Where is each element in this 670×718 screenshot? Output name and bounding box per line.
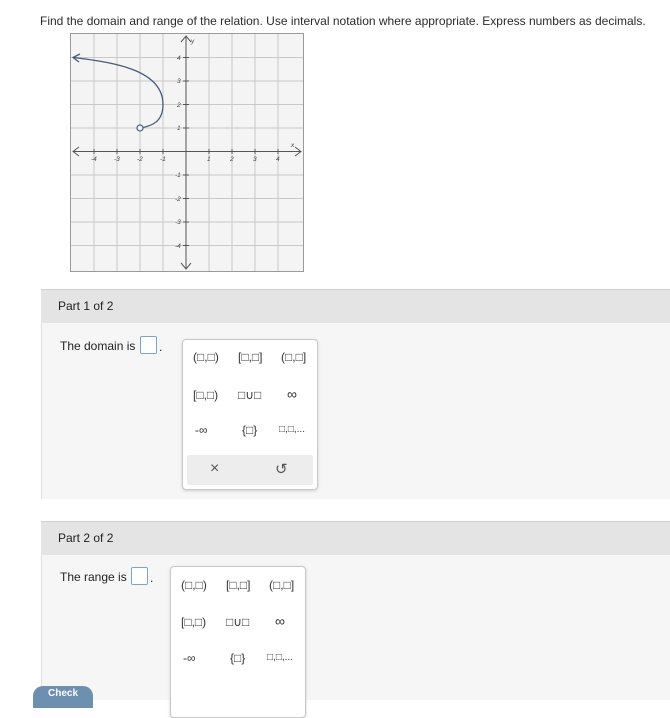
closed-closed-interval-key[interactable]: [□,□] xyxy=(238,350,263,364)
infinity-key[interactable]: ∞ xyxy=(287,386,297,402)
open-closed-interval-key[interactable]: (□,□] xyxy=(269,578,295,592)
relation-curve xyxy=(73,58,163,129)
undo-icon[interactable]: ↺ xyxy=(275,461,288,478)
y-tick-label: 2 xyxy=(177,102,181,109)
part2-title: Part 2 of 2 xyxy=(58,531,114,545)
y-tick-label: -1 xyxy=(175,172,181,179)
part1-header xyxy=(41,289,670,323)
x-axis-label: x xyxy=(291,142,295,149)
part2-header xyxy=(41,521,670,555)
question-text: Find the domain and range of the relation. Use interval notation where appropriate. Express numbers as decimals. xyxy=(40,14,646,28)
part1-title: Part 1 of 2 xyxy=(58,299,114,313)
coordinate-graph xyxy=(70,33,304,272)
part1-panel xyxy=(41,323,670,499)
x-tick-label: 1 xyxy=(207,156,211,163)
y-tick-label: 3 xyxy=(177,78,181,85)
keypad-action-row xyxy=(187,455,313,485)
list-key[interactable]: □,□,... xyxy=(279,424,305,435)
period: . xyxy=(150,571,154,585)
infinity-key[interactable]: ∞ xyxy=(275,613,285,629)
domain-prompt: The domain is xyxy=(60,339,136,353)
open-open-interval-key[interactable]: (□,□) xyxy=(181,578,207,592)
closed-closed-interval-key[interactable]: [□,□] xyxy=(226,578,251,592)
x-tick-label: 2 xyxy=(230,156,234,163)
y-axis-label: y xyxy=(191,38,195,45)
negative-infinity-key[interactable]: -∞ xyxy=(195,423,208,437)
check-button[interactable]: Check xyxy=(33,686,93,708)
y-tick-label: 1 xyxy=(177,125,181,132)
y-tick-label: -3 xyxy=(175,219,181,226)
union-key[interactable]: □∪□ xyxy=(226,615,250,629)
x-tick-label: -2 xyxy=(137,156,143,163)
closed-open-interval-key[interactable]: [□,□) xyxy=(193,388,219,402)
math-keypad-2 xyxy=(170,566,306,718)
clear-icon[interactable]: × xyxy=(210,460,220,477)
x-tick-label: 3 xyxy=(253,156,257,163)
graph-svg xyxy=(71,34,303,271)
y-tick-label: -4 xyxy=(175,243,181,250)
open-endpoint xyxy=(137,125,143,131)
x-tick-label: -1 xyxy=(160,156,166,163)
list-key[interactable]: □,□,... xyxy=(267,652,293,663)
y-tick-label: 4 xyxy=(177,55,181,62)
open-closed-interval-key[interactable]: (□,□] xyxy=(281,350,307,364)
set-braces-key[interactable]: {□} xyxy=(230,651,246,665)
x-tick-label: -3 xyxy=(114,156,120,163)
x-tick-label: -4 xyxy=(91,156,97,163)
grid-lines xyxy=(71,34,303,271)
period: . xyxy=(159,340,163,354)
negative-infinity-key[interactable]: -∞ xyxy=(183,651,196,665)
range-answer-input[interactable] xyxy=(131,567,148,585)
union-key[interactable]: □∪□ xyxy=(238,388,262,402)
closed-open-interval-key[interactable]: [□,□) xyxy=(181,615,207,629)
set-braces-key[interactable]: {□} xyxy=(242,423,258,437)
open-open-interval-key[interactable]: (□,□) xyxy=(193,350,219,364)
range-prompt: The range is xyxy=(60,570,127,584)
math-keypad xyxy=(182,339,318,490)
y-tick-label: -2 xyxy=(175,196,181,203)
x-tick-label: 4 xyxy=(276,156,280,163)
part2-panel xyxy=(41,555,670,700)
domain-answer-input[interactable] xyxy=(140,336,157,354)
